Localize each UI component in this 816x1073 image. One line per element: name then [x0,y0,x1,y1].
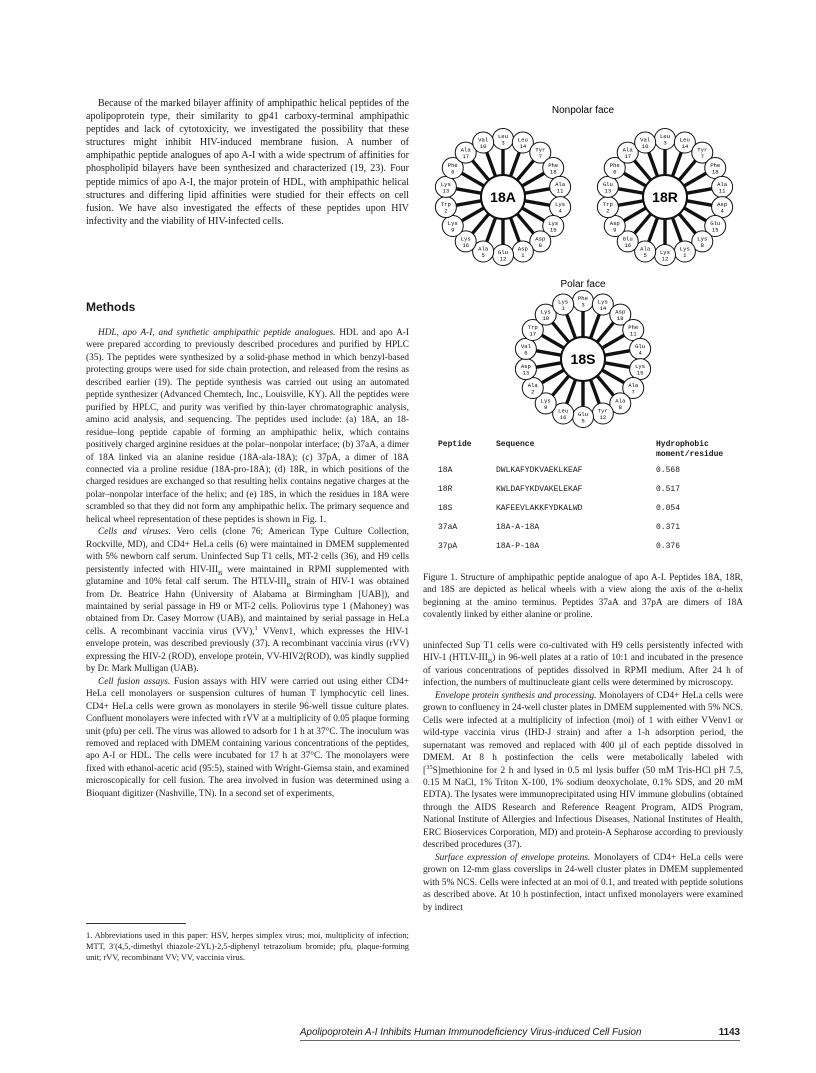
right-column [423,640,743,914]
surface-expression-paragraph [423,852,743,914]
col-header-peptide: Peptide [438,440,472,449]
residue-name: Val [478,136,489,144]
residue-name: Asp [609,220,620,227]
residue-number: 4 [720,207,724,215]
residue-name: Phe [548,162,559,169]
residue-name: Asp [615,308,626,316]
residue-name: Ala [615,397,626,405]
superscript: 35 [426,763,433,771]
paragraph-body: were maintained in RPMI supplemented with glutamine and 10% fetal calf serum. The HTLV-III [86,564,410,588]
residue-number: 15 [636,369,644,377]
footnote-marker: 1 [254,624,258,632]
nonpolar-face-label: Nonpolar face [551,105,615,116]
residue-name: Ala [640,245,651,253]
paragraph-body: Monolayers of CD4+ HeLa cells were grown on 12-mm glass coverslips in 24-well cluster plates in DMEM supplemented with 5% NCS. Cells were infected at an moi of 0.1, and treated with peptide solutions as described above. At 10 h postinfection, intact unfixed monolayers were examined by indirect [423,852,743,913]
residue-number: 10 [641,142,649,150]
residue-name: Tyr [597,407,608,415]
residue-name: Ala [478,245,489,253]
cell-sequence: KAFEEVLAKKFYDKALWD [496,504,583,513]
residue-number: 5 [643,252,647,260]
residue-name: Glu [635,342,646,350]
residue-number: 18 [711,168,719,176]
residue-name: Phe [609,162,620,169]
residue-name: Leu [517,136,528,144]
residue-name: Lys [679,245,690,253]
residue-number: 12 [499,255,507,263]
residue-name: Glu [710,220,721,227]
paragraph-body: HDL and apo A-I were prepared according to previously described procedures and purified by HPLC (35). The peptides were synthesized by a solid-phase method in which benzyl-based protecting groups were used for side chain protection, and released from the resins as described earlier (19). The peptide synthesis was carried out using an automated peptide synthesizer (Advanced Chemtech, Inc., Louisville, KY). All the peptides were purified by HPLC, and purity was verified by thin-layer chromatographic analysis, amino acid analysis, and sequencing. The peptides used include: (a) 18A, an 18-residue–long peptide capable of forming an amphipathic helix, which contains positively charged arginine residues at the polar–nonpolar interface; (b) 37aA, a dimer of 18A linked via an alanine residue (18A-ala-18A); (c) 37pA, a dimer of 18A connected via a proline residue (18A-pro-18A); (d) 18R, in which positions of the charged residues are exchanged so that resulting helix contains negative charges at the polar–nonpolar interface of the helix; and (e) 18S, in which the residues in 18A were scrambled so that they did not form any amphipathic helix. The primary sequence and helical wheel representation of these peptides is shown in Fig. 1. [86,328,409,525]
residue-name: Ala [460,146,471,154]
residue-number: 7 [538,153,542,161]
paragraph-body: uninfected Sup T1 cells were co-cultivated with H9 cells persistently infected with HIV-1 (HTLV-III [423,641,743,664]
methods-paragraph-1 [86,327,409,526]
cell-peptide: 18R [438,485,453,494]
cell-peptide: 37aA [438,523,458,532]
residue-name: Lys [540,397,551,405]
wheel-name: 18A [490,189,516,205]
residue-number: 1 [683,252,687,260]
cell-sequence: 18A-A-18A [496,523,540,532]
residue-number: 16 [624,241,632,249]
residue-number: 14 [519,142,527,150]
residue-name: Leu [558,407,569,415]
cell-moment: 0.517 [656,485,681,494]
running-head [300,1027,740,1038]
paragraph-body: Fusion assays with HIV were carried out using either CD4+ HeLa cell monolayers or suspension cultures of human T lymphocytic cell lines. CD4+ HeLa cells were grown as monolayers in sterile 96-well tissue culture plates. Confluent monolayers were infected with rVV at a multiplicity of 0.05 plaque forming unit (pfu) per cell. The virus was allowed to adsorb for 1 h at 37°C. The inoculum was removed and replaced with DMEM containing various concentrations of the peptides, apo A-I or HDL. The cells were incubated for 17 h at 37°C. The monolayers were fixed with ethanol-acetic acid (95:5), stained with Wright-Giemsa stain, and examined microscopically for cell fusion. The area involved in fusion was determined using a Bioquant digitizer (Nashville, TN). In a second set of experiments, [86,676,409,799]
col-header-sequence: Sequence [496,440,535,449]
residue-number: 7 [700,153,704,161]
table-row [438,523,738,542]
residue-number: 17 [624,153,632,161]
residue-number: 11 [629,330,637,338]
intro-text: Because of the marked bilayer affinity of amphipathic helical peptides of the apolipoprotein type, their similarity to gp41 carboxy-terminal amphipathic peptides and lack of cytotoxicity, we investigated the possibility that these structures might inhibit HIV-induced membrane fusion. A number of amphipathic peptide analogues of apo A-I with a wide spectrum of affinities for phospholipid bilayers have been synthesized and characterized (19, 23). Four peptide mimics of apo A-I, the major protein of HDL, with amphipathic helical structures and differing lipid affinities were studied for their effects on cell fusion. We have also investigated the effects of these peptides upon HIV infectivity and the viability of HIV-infected cells. [86,98,409,227]
helical-wheels-diagram [423,97,743,437]
residue-number: 4 [638,349,642,357]
table-row [438,542,738,561]
paragraph-title: Surface expression of envelope proteins. [435,852,591,863]
residue-name: Phe [710,162,721,169]
residue-number: 15 [711,226,719,234]
residue-name: Phe [577,295,589,302]
residue-name: Lys [440,180,451,188]
residue-number: 8 [700,241,704,249]
intro-paragraph [86,97,409,228]
table-row [438,466,738,485]
paragraph-body: VVenv1, which expresses the HIV-1 envelope protein, was described previously (37). A recombinant vaccinia virus (rVV) expressing the HIV-2 (ROD), envelope protein, VV-HIV2(ROD), was kindly supplied by Dr. Mark Mulligan (UAB). [86,626,409,675]
residue-name: Ala [555,180,566,188]
residue-name: Leu [659,133,671,140]
residue-number: 2 [531,388,535,396]
residue-name: Lys [447,220,458,227]
methods-paragraph-3 [86,676,409,801]
helical-wheel-18r [597,129,732,266]
residue-name: Trp [602,201,613,209]
residue-number: 13 [522,369,530,377]
residue-number: 3 [581,301,585,309]
paragraph-body: Monolayers of CD4+ HeLa cells were grown to confluency in 24-well cluster plates in DMEM supplemented with 5% NCS. Cells were infected at a multiplicity of infection (moi) of 1 with either VVenv1 or wild-type vaccinia virus (IHD-J strain) and after a 1-h adsorption period, the supernatant was removed and replaced with 400 µl of each peptide dissolved in DMEM. At 8 h postinfection the cells were metabolically labeled with [ [423,690,744,776]
polar-face-label: Polar face [560,279,606,290]
residue-name: Phe [628,324,639,331]
table-header-row [438,440,738,466]
cofusion-paragraph [423,640,743,690]
residue-number: 2 [606,207,610,215]
residue-name: Asp [520,363,531,371]
residue-number: 1 [521,252,525,260]
residue-number: 11 [718,187,726,195]
page-number: 1143 [718,1027,740,1038]
residue-number: 13 [604,187,612,195]
residue-number: 3 [501,139,505,147]
cell-peptide: 37pA [438,542,458,551]
residue-number: 10 [542,315,550,323]
residue-name: Asp [535,235,546,243]
residue-number: 3 [663,139,667,147]
paragraph-body: ) in 96-well plates at a ratio of 10:1 and incubated in the presence of various concentrations of peptides dissolved in RPMI medium. After 24 h of infection, the numbers of multinucleate giant cells were determined by microscopy. [423,653,743,689]
paragraph-body: Vero cells (clone 76; American Type Culture Collection, Rockville, MD), and CD4+ HeLa cells (6) were maintained in DMEM supplemented with 5% newborn calf serum. Uninfected Sup T1 cells, MT-2 cells (36), and H9 cells persistently infected with HIV-III [86,527,409,575]
residue-number: 12 [599,414,607,422]
subscript: B [487,658,493,666]
footnote: 1. Abbreviations used in this paper: HSV, herpes simplex virus; moi, multiplicity of infection; MTT, 3′(4,5,-dimethyl thiazole-2YL)-2,5-diphenyl tetrazolium bromide; pfu, plaque-forming unit; rVV, recombinant VV; VV, vaccinia virus. [86,931,409,962]
paragraph-title: Cells and viruses. [98,527,171,538]
subscript: B [286,581,291,589]
methods-column [86,327,409,800]
residue-name: Ala [622,146,633,154]
residue-name: Trp [527,324,538,331]
residue-number: 1 [561,304,565,312]
methods-heading: Methods [86,300,136,314]
methods-paragraph-2 [86,526,409,675]
residue-number: 17 [462,153,470,161]
residue-number: 14 [681,142,689,150]
residue-name: Tyr [697,146,708,154]
residue-name: Leu [679,136,690,144]
residue-name: Phe [447,162,458,169]
residue-number: 6 [524,349,528,357]
residue-number: 5 [581,417,585,425]
footer-rule [300,1040,740,1041]
residue-number: 18 [549,168,557,176]
residue-number: 6 [451,168,455,176]
residue-number: 10 [479,142,487,150]
residue-name: Val [640,136,651,144]
cell-sequence: 18A-P-18A [496,542,540,551]
cell-moment: 0.568 [656,466,681,475]
helical-wheel-18s [515,291,650,428]
footnote-rule [86,923,186,924]
residue-number: 8 [618,403,622,411]
residue-number: 5 [481,252,485,260]
residue-number: 7 [631,388,635,396]
residue-name: Lys [635,363,646,371]
residue-name: Lys [460,235,471,243]
paragraph-title: HDL, apo A-I, and synthetic amphipathic peptide analogues. [98,328,336,338]
cell-moment: 0.371 [656,523,681,532]
residue-number: 8 [538,241,542,249]
residue-name: Lys [540,308,551,316]
residue-number: 11 [556,187,564,195]
cell-sequence: DWLKAFYDKVAEKLKEAF [496,466,583,475]
residue-name: Ala [527,382,538,389]
residue-name: Lys [597,298,608,306]
cell-sequence: KWLDAFYKDVAKELEKAF [496,485,583,494]
cell-peptide: 18A [438,466,453,475]
cell-moment: 0.376 [656,542,681,551]
residue-number: 9 [544,403,548,411]
peptide-table [438,440,738,561]
table-row [438,504,738,523]
residue-number: 16 [462,241,470,249]
residue-number: 9 [613,226,617,234]
paragraph-body: strain of HIV-1 was obtained from Dr. Beatrice Hahn (University of Alabama at Birmingham [UAB]), and maintained by serial passage in H9 or MT-2 cells. Poliovirus type 1 (Mahoney) was obtained from Dr. Casey Morrow (UAB), and maintained by serial passage in HeLa cells. A recombinant vaccinia virus (VV), [86,577,410,637]
residue-number: 17 [529,330,537,338]
col-header-moment: Hydrophobic moment/residue [656,440,724,459]
wheel-name: 18R [652,189,678,205]
residue-number: 15 [549,226,557,234]
residue-number: 12 [661,255,669,263]
residue-number: 13 [442,187,450,195]
figure-caption: Figure 1. Structure of amphipathic peptide analogue of apo A-I. Peptides 18A, 18R, and 18S are depicted as helical wheels with a view along the axis of the α-helix beginning at the amino terminus. Peptides 37aA and 37pA are dimers of 18A covalently linked by either alanine or proline. [423,573,743,621]
subscript: B [217,569,223,577]
residue-name: Lys [697,235,708,243]
residue-name: Ala [717,180,728,188]
residue-name: Glu [622,235,633,243]
residue-number: 2 [444,207,448,215]
residue-name: Lys [659,249,671,256]
residue-number: 6 [613,168,617,176]
wheel-name: 18S [570,351,596,367]
residue-name: Val [520,342,531,350]
residue-name: Leu [497,133,509,140]
residue-name: Glu [602,180,613,188]
table-row [438,485,738,504]
paragraph-body: S]methionine for 2 h and lysed in 0.5 ml lysis buffer (50 mM Tris-HCl pH 7.5, 0.15 M NaCl, 1% Triton X-100, 1% sodium deoxycholate, 0.1% SDS, and 20 mM EDTA). The lysates were immunoprecipitated using HIV immune globulins (obtained through the AIDS Research and Reference Reagent Program, AIDS Program, National Institute of Allergies and Infectious Diseases, National Institutes of Health, ERC Bioservices Corporation, MD) and protein-A Sepharose according to previously described procedures (37). [423,765,743,851]
residue-number: 16 [559,414,567,422]
residue-name: Tyr [535,146,546,154]
residue-name: Asp [717,201,728,209]
residue-number: 18 [616,315,624,323]
paragraph-title: Cell fusion assays. [98,676,171,687]
residue-number: 14 [599,304,607,312]
residue-number: 4 [558,207,562,215]
cell-moment: 0.054 [656,504,681,513]
residue-name: Asp [517,245,528,253]
residue-name: Lys [558,298,569,306]
residue-name: Lys [555,201,566,209]
residue-name: Glu [497,249,509,256]
helical-wheel-18a [435,129,570,266]
residue-name: Glu [577,411,589,418]
envelope-synthesis-paragraph [423,690,743,852]
cell-peptide: 18S [438,504,453,513]
running-title: Apolipoprotein A-I Inhibits Human Immunodeficiency Virus-induced Cell Fusion [300,1027,642,1038]
residue-name: Trp [440,201,451,209]
residue-number: 9 [451,226,455,234]
paragraph-title: Envelope protein synthesis and processing. [435,690,597,701]
residue-name: Ala [628,382,639,389]
residue-name: Lys [548,220,559,227]
